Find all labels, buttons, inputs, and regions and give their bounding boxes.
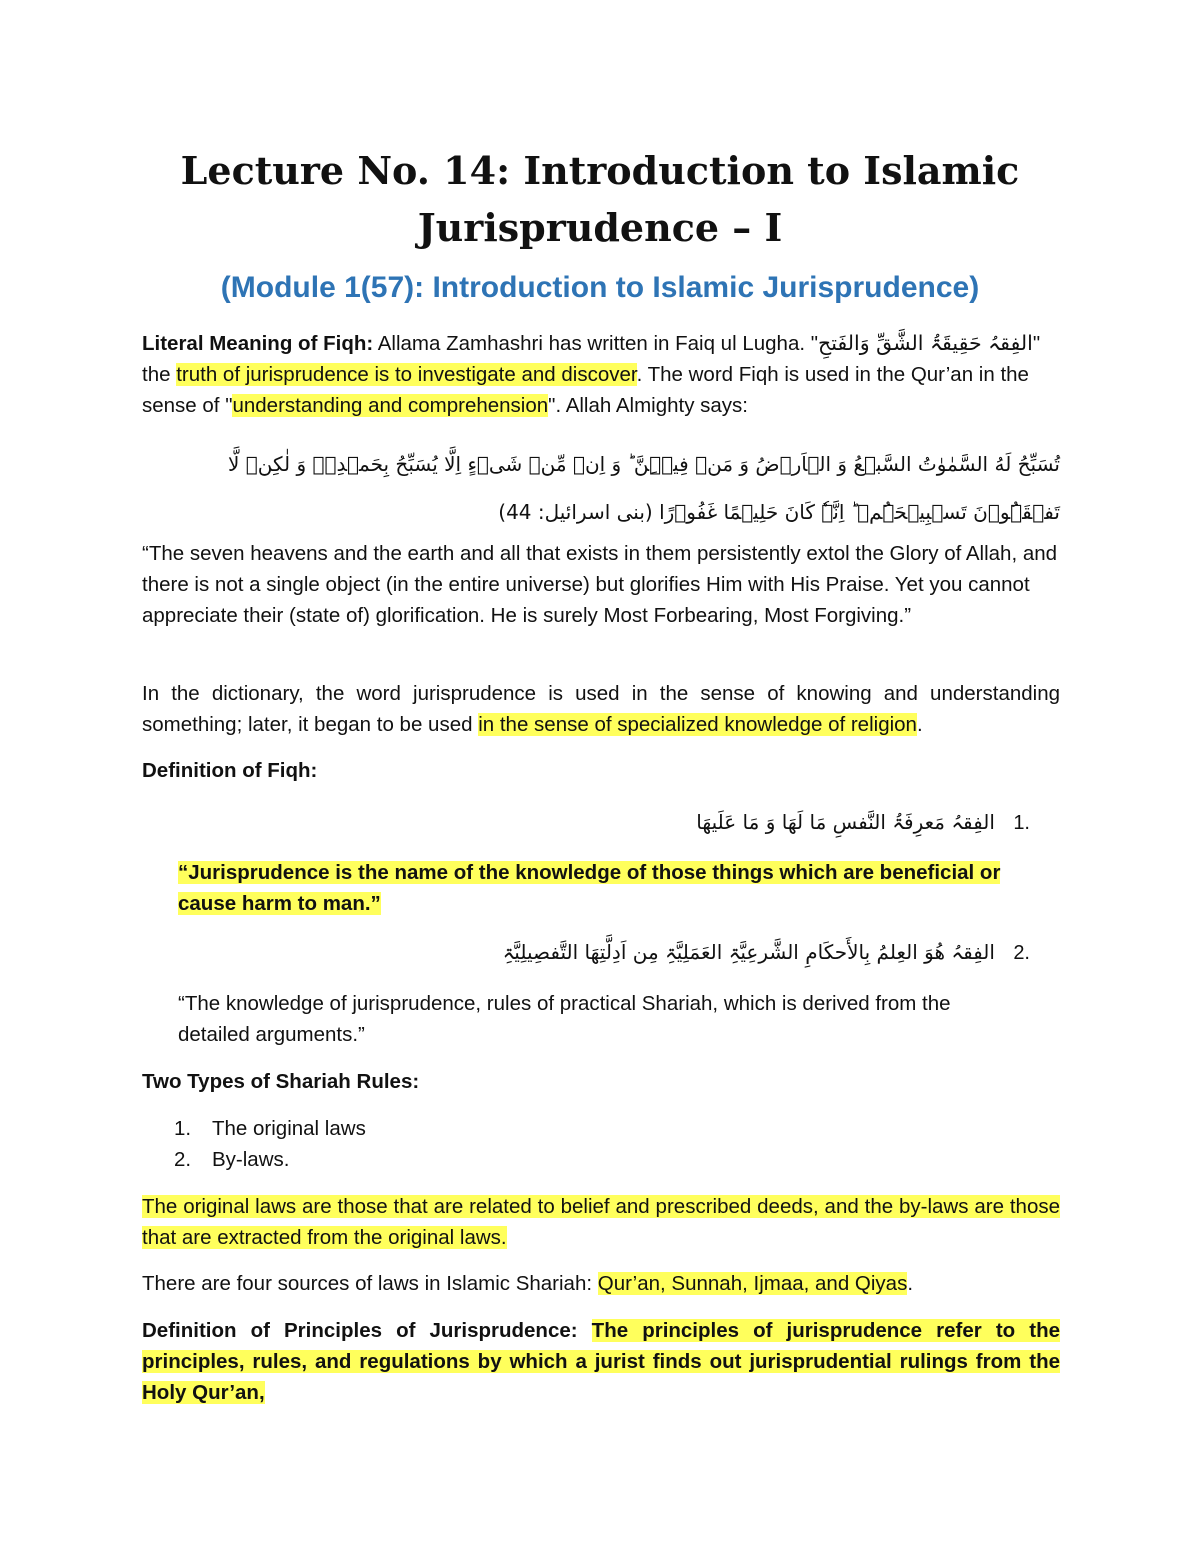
highlight-principles: The principles of jurisprudence refer to the principles, rules, and regulations by which a jurist finds out jurisprudential rulings from the Holy Qur’an, — [142, 1319, 1060, 1404]
literal-meaning-arabic: الفِقہُ حَقِیقَۃُ الشَّقِّ وَالفَتحِ — [818, 331, 1033, 355]
highlight-definition-1: “Jurisprudence is the name of the knowledge of those things which are beneficial or cause harm to man.” — [178, 861, 1001, 915]
lecture-title-line-1: Lecture No. 14: Introduction to Islamic — [180, 148, 1020, 193]
lecture-title-line-2: Jurisprudence – I — [417, 205, 783, 250]
list-item — [142, 1113, 1060, 1144]
literal-meaning-mid: . The word Fiqh is used in the Qur’an in the sense of " — [142, 363, 1029, 417]
principles-label: Definition of Principles of Jurisprudence: — [142, 1319, 578, 1342]
definition-2-arabic: الفِقہُ ھُوَ العِلمُ بِالأَحکَامِ الشَّرعِیَّۃِ العَمَلِیَّۃِ مِن اَدِلَّتِھَا التَّفصِیلِیَّۃِ — [502, 940, 995, 964]
definition-1-arabic: الفِقہُ مَعرِفَۃُ النَّفسِ مَا لَھَا وَ مَا عَلَیھَا — [696, 810, 995, 834]
sources-text: There are four sources of laws in Islamic Shariah: — [142, 1272, 598, 1295]
dictionary-end: . — [916, 713, 923, 736]
sources-paragraph — [142, 1268, 1060, 1299]
highlight-specialized-knowledge: in the sense of specialized knowledge of religion — [478, 713, 917, 736]
definition-2-translation: “The knowledge of jurisprudence, rules of practical Shariah, which is derived from the detailed arguments.” — [178, 992, 951, 1046]
types-heading: Two Types of Shariah Rules: — [142, 1070, 420, 1093]
verse-translation: “The seven heavens and the earth and all that exists in them persistently extol the Glory of Allah, and there is not a single object (in the entire universe) but glorifies Him with His Praise. Yet you cannot appreciate their (state of) glorification. He is surely Most Forbearing, Most Forgiving.” — [142, 542, 1058, 627]
highlight-sources: Qur’an, Sunnah, Ijmaa, and Qiyas — [597, 1272, 908, 1295]
highlight-original-laws: The original laws are those that are related to belief and prescribed deeds, and the by-laws are those that are extracted from the original laws. — [142, 1195, 1060, 1249]
type-2-label: By-laws. — [212, 1148, 290, 1171]
principles-space — [578, 1319, 592, 1342]
quran-verse — [142, 440, 1060, 536]
literal-meaning-pre: the — [142, 363, 177, 386]
literal-meaning-label: Literal Meaning of Fiqh: — [142, 332, 374, 355]
lecture-title — [120, 142, 1080, 256]
literal-meaning-text: Allama Zamhashri has written in Faiq ul Lugha. " — [373, 332, 819, 355]
list-item — [142, 1144, 1060, 1175]
dictionary-text: In the dictionary, the word jurisprudence is used in the sense of knowing and understanding something; later, it began to be used — [142, 682, 1060, 736]
definition-1-arabic-line — [142, 802, 1030, 843]
definition-1-translation — [178, 857, 1060, 919]
highlight-understanding: understanding and comprehension — [232, 394, 549, 417]
highlight-truth-of-jurisprudence: truth of jurisprudence is to investigate and discover — [176, 363, 637, 386]
dictionary-paragraph — [142, 678, 1060, 740]
type-1-label: The original laws — [212, 1117, 366, 1140]
definition-2-number: 2. — [1013, 942, 1030, 964]
quran-verse-reference: (بنی اسرائیل: 44) — [498, 500, 653, 524]
definition-heading: Definition of Fiqh: — [142, 759, 318, 782]
type-1-number: 1. — [174, 1117, 192, 1140]
types-list — [142, 1113, 1060, 1175]
original-laws-paragraph — [142, 1191, 1060, 1253]
definition-2-arabic-line — [142, 932, 1030, 973]
definition-1-number: 1. — [1013, 812, 1030, 834]
literal-meaning-post: ". Allah Almighty says: — [548, 394, 749, 417]
sources-end: . — [907, 1272, 914, 1295]
literal-meaning-close-quote: " — [1032, 332, 1041, 355]
literal-meaning-paragraph — [142, 328, 1060, 421]
principles-paragraph — [142, 1315, 1060, 1408]
type-2-number: 2. — [174, 1148, 192, 1171]
quran-verse-arabic: تُسَبِّحُ لَهُ السَّمٰوٰتُ السَّبۡعُ وَ الۡاَرۡضُ وَ مَنۡ فِیۡہِنَّ ؕ وَ اِنۡ مِّنۡ شَیۡءٍ اِلَّا یُسَبِّحُ بِحَمۡدِہٖ وَ لٰکِنۡ لَّا تَفۡقَہُوۡنَ تَسۡبِیۡحَہُمۡ ؕ اِنَّہٗ کَانَ حَلِیۡمًا غَفُوۡرًا — [228, 452, 1060, 524]
module-heading: (Module 1(57): Introduction to Islamic Jurisprudence) — [220, 271, 980, 304]
